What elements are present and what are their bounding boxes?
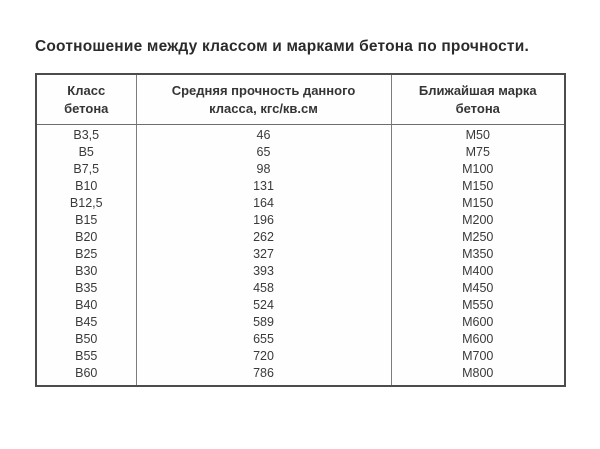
mark-cell: М200 xyxy=(391,212,565,229)
table-row xyxy=(36,161,565,178)
mark-cell: М100 xyxy=(391,161,565,178)
mark-cell: М700 xyxy=(391,348,565,365)
page-title: Соотношение между классом и марками бетона по прочности. xyxy=(35,38,529,55)
mark-cell: М150 xyxy=(391,195,565,212)
class-cell: В35 xyxy=(75,281,98,296)
mark-cell: М550 xyxy=(391,297,565,314)
table-row xyxy=(36,195,565,212)
class-cell: В60 xyxy=(75,366,98,381)
table-row xyxy=(36,314,565,331)
header-row xyxy=(36,74,565,125)
table-row xyxy=(36,229,565,246)
strength-cell: 589 xyxy=(136,314,391,331)
strength-cell: 65 xyxy=(136,144,391,161)
strength-cell: 131 xyxy=(136,178,391,195)
table-row xyxy=(36,263,565,280)
class-cell: В40 xyxy=(75,298,98,313)
class-cell: В45 xyxy=(75,315,98,330)
strength-cell: 393 xyxy=(136,263,391,280)
header-nearest-mark: Ближайшая марка бетона xyxy=(391,74,565,125)
class-cell: В20 xyxy=(75,230,98,245)
strength-cell: 98 xyxy=(136,161,391,178)
strength-cell: 46 xyxy=(136,125,391,145)
table-row xyxy=(36,297,565,314)
strength-cell: 262 xyxy=(136,229,391,246)
mark-cell: М600 xyxy=(391,314,565,331)
class-cell: В12,5 xyxy=(69,196,103,211)
mark-cell: М350 xyxy=(391,246,565,263)
table-row xyxy=(36,365,565,386)
class-cell: В10 xyxy=(75,179,98,194)
strength-cell: 786 xyxy=(136,365,391,386)
mark-cell: М600 xyxy=(391,331,565,348)
mark-cell: М50 xyxy=(391,125,565,145)
table-row xyxy=(36,280,565,297)
table-row xyxy=(36,246,565,263)
class-cell: В55 xyxy=(75,349,98,364)
header-concrete-class: Класс бетона xyxy=(36,74,136,125)
class-cell: В50 xyxy=(75,332,98,347)
strength-cell: 720 xyxy=(136,348,391,365)
header-average-strength: Средняя прочность данного класса, кгс/кв.см xyxy=(136,74,391,125)
class-cell: В5 xyxy=(78,145,94,160)
table-body xyxy=(36,125,565,387)
class-cell: В25 xyxy=(75,247,98,262)
concrete-strength-table xyxy=(35,73,566,387)
mark-cell: М150 xyxy=(391,178,565,195)
strength-cell: 164 xyxy=(136,195,391,212)
table-row xyxy=(36,178,565,195)
mark-cell: М250 xyxy=(391,229,565,246)
table-row xyxy=(36,125,565,145)
mark-cell: М75 xyxy=(391,144,565,161)
strength-cell: 524 xyxy=(136,297,391,314)
class-cell: В7,5 xyxy=(73,162,100,177)
table-row xyxy=(36,348,565,365)
mark-cell: М800 xyxy=(391,365,565,386)
mark-cell: М400 xyxy=(391,263,565,280)
strength-cell: 458 xyxy=(136,280,391,297)
class-cell: В15 xyxy=(75,213,98,228)
table-row xyxy=(36,331,565,348)
mark-cell: М450 xyxy=(391,280,565,297)
strength-cell: 196 xyxy=(136,212,391,229)
strength-cell: 327 xyxy=(136,246,391,263)
class-cell: В3,5 xyxy=(73,128,100,143)
strength-cell: 655 xyxy=(136,331,391,348)
table-row xyxy=(36,144,565,161)
class-cell: В30 xyxy=(75,264,98,279)
table-row xyxy=(36,212,565,229)
